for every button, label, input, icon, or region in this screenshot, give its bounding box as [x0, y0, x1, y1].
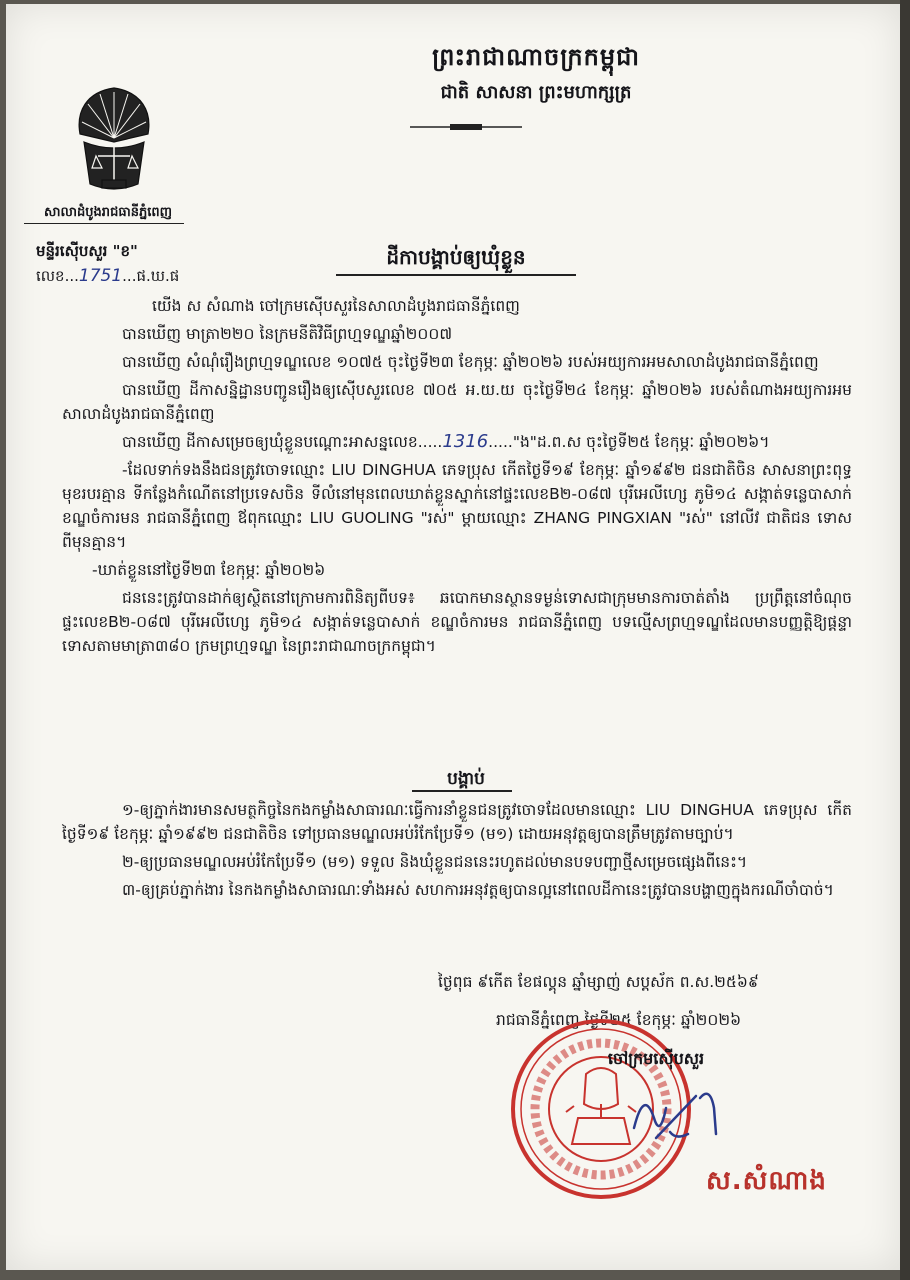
order-item-2: ២-ឲ្យប្រធានមណ្ឌលអប់រំកែប្រែទី១ (ម១) ទទួល និងឃុំខ្លួនជននេះរហូតដល់មានបទបញ្ជាថ្មីសម្រេចផ្សេងពីនេះ។ [122, 853, 748, 871]
seen-paragraph-3: បានឃើញ ដីកាសន្និដ្ឋានបញ្ជូនរឿងឲ្យស៊ើបសួរលេខ ៧០៥ អ.យ.យ ចុះថ្ងៃទី២៤ ខែកុម្ភៈ ឆ្នាំ២០២៦ របស់តំណាងអយ្យការអមសាលាដំបូងរាជធានីភ្នំពេញ [62, 381, 852, 423]
seen-paragraph-1: បានឃើញ មាត្រា២២០ នៃក្រមនីតិវិធីព្រហ្មទណ្ឌឆ្នាំ២០០៧ [122, 325, 453, 343]
signature-icon [626, 1078, 736, 1148]
court-name-underline [24, 223, 184, 224]
document-number: លេខ...1751...ផ.ឃ.ផ [36, 266, 180, 286]
lunar-date: ថ្ងៃពុធ ៩កើត ខែផល្គុន ឆ្នាំម្សាញ់ សប្តស័ក ព.ស.២៥៦៩ [438, 973, 759, 991]
intro-paragraph: យើង ស សំណាង ចៅក្រមស៊ើបសួរនៃសាលាដំបូងរាជធានីភ្នំពេញ [152, 297, 520, 315]
chamber-label: មន្ទីរស៊ើបសួរ "ខ" [36, 242, 138, 260]
order-heading-underline [412, 790, 512, 792]
title-underline [336, 274, 576, 276]
court-emblem-icon [66, 82, 162, 200]
document-title: ដីកាបង្គាប់ឲ្យឃុំខ្លួន [386, 245, 526, 269]
national-motto: ជាតិ សាសនា ព្រះមហាក្សត្រ [440, 82, 632, 103]
kingdom-title: ព្រះរាជាណាចក្រកម្ពុជា [432, 43, 640, 71]
body-text-orders [62, 798, 852, 902]
order-item-3: ៣-ឲ្យគ្រប់ភ្នាក់ងារ នៃកងកម្លាំងសាធារណៈទាំងអស់ សហការអនុវត្តឲ្យបានល្អនៅពេលដីកានេះត្រូវបានបង្ហាញក្នុងករណីចាំបាច់។ [122, 881, 834, 899]
accused-paragraph: -ដែលទាក់ទងនឹងជនត្រូវចោទឈ្មោះ LIU DINGHUA ភេទប្រុស កើតថ្ងៃទី១៩ ខែកុម្ភៈ ឆ្នាំ១៩៩២ ជនជាតិចិន សាសនាព្រះពុទ្ធ មុខរបរគ្មាន ទីកន្លែងកំណើតនៅប្រទេសចិន ទីលំនៅមុនពេលឃាត់ខ្លួនស្នាក់នៅផ្ទះលេខB២-០៨៧ បុរីអេលីហ្សេ ភូមិ១៤ សង្កាត់ទន្លេបាសាក់ ខណ្ឌចំការមន រាជធានីភ្នំពេញ ឪពុកឈ្មោះ LIU GUOLING "រស់" ម្តាយឈ្មោះ ZHANG PINGXIAN "រស់" នៅលីវ ជាតិជន ទោសពីមុនគ្មាន។ [62, 461, 852, 551]
judge-name: ស.សំណាង [706, 1166, 827, 1196]
court-name: សាលាដំបូងរាជធានីភ្នំពេញ [44, 205, 172, 220]
seen-4-handwritten: 1316 [442, 431, 489, 452]
order-item-1: ១-ឲ្យភ្នាក់ងារមានសមត្ថកិច្ចនៃកងកម្លាំងសាធារណៈធ្វើការនាំខ្លួនជនត្រូវចោទដែលមានឈ្មោះ LIU DINGHUA ភេទប្រុស កើតថ្ងៃទី១៩ ខែកុម្ភៈ ឆ្នាំ១៩៩២ ជនជាតិចិន ទៅប្រធានមណ្ឌលអប់រំកែប្រែទី១ (ម១) ដោយអនុវត្តឲ្យបានត្រឹមត្រូវតាមច្បាប់។ [62, 801, 852, 843]
seen-4-suffix: "ង"ដ.ព.ស ចុះថ្ងៃទី២៥ ខែកុម្ភៈ ឆ្នាំ២០២៦។ [512, 433, 770, 451]
judge-title: ចៅក្រមស៊ើបសួរ [607, 1049, 705, 1068]
seen-4-prefix: បានឃើញ ដីកាសម្រេចឲ្យឃុំខ្លួនបណ្តោះអាសន្នលេខ [122, 433, 418, 451]
motto-ornament [410, 122, 522, 132]
body-text-top [62, 294, 852, 658]
document-page [6, 4, 900, 1270]
place-and-date: រាជធានីភ្នំពេញ ថ្ងៃទី២៥ ខែកុម្ភៈ ឆ្នាំ២០២៦ [496, 1011, 742, 1029]
number-prefix: លេខ [36, 267, 65, 285]
number-suffix: ផ.ឃ.ផ [136, 267, 180, 285]
seen-paragraph-2: បានឃើញ សំណុំរឿងព្រហ្មទណ្ឌលេខ ១០៧៥ ចុះថ្ងៃទី២៣ ខែកុម្ភៈ ឆ្នាំ២០២៦ របស់អយ្យការអមសាលាដំបូងរាជធានីភ្នំពេញ [122, 353, 819, 371]
order-heading: បង្គាប់ [447, 769, 485, 789]
arrested-paragraph: -ឃាត់ខ្លួននៅថ្ងៃទី២៣ ខែកុម្ភៈ ឆ្នាំ២០២៦ [92, 561, 326, 579]
background-edge [900, 0, 910, 1280]
number-handwritten: 1751 [78, 266, 123, 286]
seen-paragraph-4: បានឃើញ ដីកាសម្រេចឲ្យឃុំខ្លួនបណ្តោះអាសន្នលេខ.....1316....."ង"ដ.ព.ស ចុះថ្ងៃទី២៥ ខែកុម្ភៈ ឆ្នាំ២០២៦។ [122, 431, 770, 452]
charge-paragraph: ជននេះត្រូវបានដាក់ឲ្យស្ថិតនៅក្រោមការពិនិត្យពីបទ៖ ឆបោកមានស្ថានទម្ងន់ទោសជាក្រុមមានការចាត់តាំង ប្រព្រឹត្តនៅចំណុចផ្ទះលេខB២-០៨៧ បុរីអេលីហ្សេ ភូមិ១៤ សង្កាត់ទន្លេបាសាក់ ខណ្ឌចំការមន រាជធានីភ្នំពេញ បទល្មើសព្រហ្មទណ្ឌដែលមានបញ្ញត្តិឱ្យផ្តន្ទាទោសតាមមាត្រា៣៨០ ក្រមព្រហ្មទណ្ឌ នៃព្រះរាជាណាចក្រកម្ពុជា។ [62, 589, 852, 655]
